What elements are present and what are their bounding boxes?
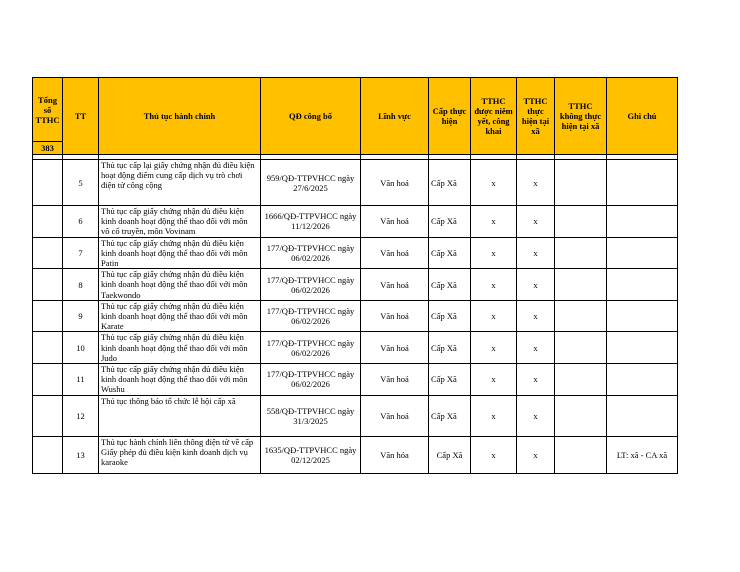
row-level: Cấp Xã — [429, 364, 471, 396]
row-procedure-name: Thủ tục cấp giấy chứng nhận đủ điều kiện kinh doanh hoạt động thể thao đối với môn Patin — [99, 237, 261, 269]
row-total-cell — [33, 160, 63, 206]
row-posted-mark: x — [471, 395, 517, 436]
row-total-cell — [33, 364, 63, 396]
row-decision: 558/QĐ-TTPVHCC ngày 31/3/2025 — [261, 395, 361, 436]
row-note — [607, 332, 678, 364]
row-not-done-mark — [555, 436, 607, 473]
row-level: Cấp Xã — [429, 300, 471, 332]
row-total-cell — [33, 269, 63, 301]
row-field: Văn hoá — [361, 237, 429, 269]
header-tt: TT — [63, 78, 99, 155]
header-row — [33, 78, 678, 142]
row-level: Cấp Xã — [429, 436, 471, 473]
row-procedure-name: Thủ tục cấp lại giấy chứng nhận đủ điều kiện hoạt động điểm cung cấp dịch vụ trò chơi điện tử công cộng — [99, 160, 261, 206]
table-row — [33, 206, 678, 238]
row-tt: 9 — [63, 300, 99, 332]
header-total: Tổng số TTHC — [33, 78, 63, 142]
row-done-mark: x — [517, 269, 555, 301]
row-not-done-mark — [555, 300, 607, 332]
row-posted-mark: x — [471, 332, 517, 364]
table-row — [33, 269, 678, 301]
row-not-done-mark — [555, 332, 607, 364]
row-level: Cấp Xã — [429, 395, 471, 436]
row-decision: 177/QĐ-TTPVHCC ngày 06/02/2026 — [261, 237, 361, 269]
row-total-cell — [33, 395, 63, 436]
table-row — [33, 332, 678, 364]
row-posted-mark: x — [471, 269, 517, 301]
row-tt: 7 — [63, 237, 99, 269]
header-done-at-commune: TTHC thực hiện tại xã — [517, 78, 555, 155]
header-decision: QĐ công bố — [261, 78, 361, 155]
row-total-cell — [33, 300, 63, 332]
row-field: Văn hóa — [361, 436, 429, 473]
row-note — [607, 364, 678, 396]
row-tt: 12 — [63, 395, 99, 436]
header-level: Cấp thực hiện — [429, 78, 471, 155]
row-posted-mark: x — [471, 436, 517, 473]
row-decision: 177/QĐ-TTPVHCC ngày 06/02/2026 — [261, 269, 361, 301]
row-procedure-name: Thủ tục cấp giấy chứng nhận đủ điều kiện kinh doanh hoạt động thể thao đối với môn Wushu — [99, 364, 261, 396]
row-not-done-mark — [555, 237, 607, 269]
row-tt: 10 — [63, 332, 99, 364]
row-level: Cấp Xã — [429, 206, 471, 238]
row-done-mark: x — [517, 300, 555, 332]
total-count: 383 — [33, 142, 63, 155]
header-posted: TTHC được niêm yết, công khai — [471, 78, 517, 155]
row-field: Văn hoá — [361, 206, 429, 238]
table-row — [33, 364, 678, 396]
row-field: Văn hoá — [361, 364, 429, 396]
row-field: Văn hoá — [361, 269, 429, 301]
row-field: Văn hoá — [361, 332, 429, 364]
row-not-done-mark — [555, 395, 607, 436]
row-procedure-name: Thủ tục cấp giấy chứng nhận đủ điều kiện kinh doanh hoạt động thể thao đối với môn võ cổ truyền, môn Vovinam — [99, 206, 261, 238]
row-total-cell — [33, 332, 63, 364]
row-tt: 11 — [63, 364, 99, 396]
row-decision: 177/QĐ-TTPVHCC ngày 06/02/2026 — [261, 300, 361, 332]
row-procedure-name: Thủ tục thông báo tổ chức lễ hội cấp xã — [99, 395, 261, 436]
row-total-cell — [33, 436, 63, 473]
header-note: Ghi chú — [607, 78, 678, 155]
row-posted-mark: x — [471, 237, 517, 269]
table-row — [33, 395, 678, 436]
row-field: Văn hoá — [361, 395, 429, 436]
row-done-mark: x — [517, 160, 555, 206]
row-not-done-mark — [555, 364, 607, 396]
row-tt: 13 — [63, 436, 99, 473]
row-level: Cấp Xã — [429, 332, 471, 364]
header-field: Lĩnh vực — [361, 78, 429, 155]
row-posted-mark: x — [471, 364, 517, 396]
row-procedure-name: Thủ tục cấp giấy chứng nhận đủ điều kiện kinh doanh hoạt động thể thao đối với môn Taekwondo — [99, 269, 261, 301]
row-note — [607, 160, 678, 206]
row-level: Cấp Xã — [429, 237, 471, 269]
row-tt: 5 — [63, 160, 99, 206]
row-decision: 959/QĐ-TTPVHCC ngày 27/6/2025 — [261, 160, 361, 206]
row-not-done-mark — [555, 269, 607, 301]
row-done-mark: x — [517, 395, 555, 436]
header-not-done-at-commune: TTHC không thực hiện tại xã — [555, 78, 607, 155]
table-row — [33, 160, 678, 206]
row-procedure-name: Thủ tục cấp giấy chứng nhận đủ điều kiện kinh doanh hoạt động thể thao đối với môn Karate — [99, 300, 261, 332]
row-not-done-mark — [555, 160, 607, 206]
row-note — [607, 237, 678, 269]
row-posted-mark: x — [471, 206, 517, 238]
header-procedure: Thủ tục hành chính — [99, 78, 261, 155]
row-procedure-name: Thủ tục hành chính liên thông điện tử về cấp Giấy phép đủ điều kiện kinh doanh dịch vụ karaoke — [99, 436, 261, 473]
row-decision: 1666/QĐ-TTPVHCC ngày 11/12/2026 — [261, 206, 361, 238]
row-procedure-name: Thủ tục cấp giấy chứng nhận đủ điều kiện kinh doanh hoạt động thể thao đối với môn Judo — [99, 332, 261, 364]
row-done-mark: x — [517, 332, 555, 364]
row-field: Văn hoá — [361, 300, 429, 332]
row-note — [607, 395, 678, 436]
row-note — [607, 300, 678, 332]
row-decision: 177/QĐ-TTPVHCC ngày 06/02/2026 — [261, 364, 361, 396]
row-done-mark: x — [517, 206, 555, 238]
row-not-done-mark — [555, 206, 607, 238]
row-done-mark: x — [517, 436, 555, 473]
procedures-table — [32, 77, 678, 474]
row-note — [607, 269, 678, 301]
row-total-cell — [33, 237, 63, 269]
row-posted-mark: x — [471, 300, 517, 332]
row-decision: 177/QĐ-TTPVHCC ngày 06/02/2026 — [261, 332, 361, 364]
row-done-mark: x — [517, 237, 555, 269]
row-total-cell — [33, 206, 63, 238]
row-tt: 8 — [63, 269, 99, 301]
row-level: Cấp Xã — [429, 160, 471, 206]
row-note — [607, 206, 678, 238]
row-field: Văn hoá — [361, 160, 429, 206]
row-level: Cấp Xã — [429, 269, 471, 301]
table-row — [33, 300, 678, 332]
row-decision: 1635/QĐ-TTPVHCC ngày 02/12/2025 — [261, 436, 361, 473]
table-row — [33, 237, 678, 269]
row-note: LT: xã - CA xã — [607, 436, 678, 473]
table-row — [33, 436, 678, 473]
row-tt: 6 — [63, 206, 99, 238]
row-done-mark: x — [517, 364, 555, 396]
row-posted-mark: x — [471, 160, 517, 206]
